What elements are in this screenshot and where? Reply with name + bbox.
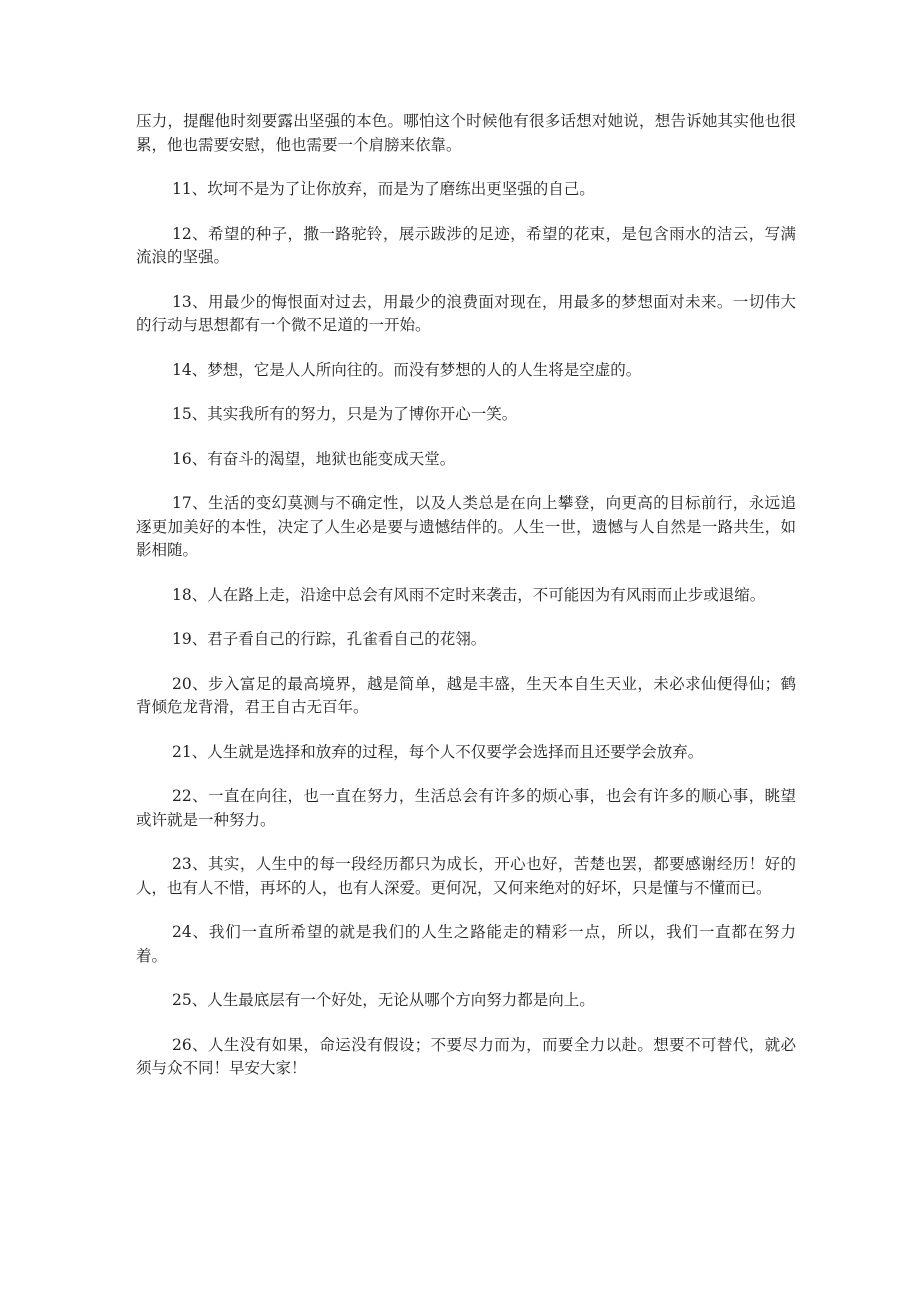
paragraph-continued: 压力，提醒他时刻要露出坚强的本色。哪怕这个时候他有很多话想对她说，想告诉她其实他也很累，他也需要安慰，他也需要一个肩膀来依靠。 [136,112,796,154]
paragraph-12: 12、希望的种子，撒一路驼铃，展示跋涉的足迹，希望的花束，是包含雨水的洁云，写满流浪的坚强。 [136,224,796,266]
document-body [136,110,796,1102]
paragraph-22: 22、一直在向往，也一直在努力，生活总会有许多的烦心事，也会有许多的顺心事，眺望或许就是一种努力。 [136,787,796,829]
paragraph-21: 21、人生就是选择和放弃的过程，每个人不仅要学会选择而且还要学会放弃。 [172,742,704,761]
paragraph-25: 25、人生最底层有一个好处，无论从哪个方向努力都是向上。 [172,991,595,1009]
paragraph-23: 23、其实，人生中的每一段经历都只为成长，开心也好，苦楚也罢，都要感谢经历！好的人，也有人不惜，再坏的人，也有人深爱。更何况，又何来绝对的好坏，只是懂与不懂而已。 [136,855,796,897]
paragraph-11: 11、坎坷不是为了让你放弃，而是为了磨练出更坚强的自己。 [172,180,595,198]
paragraph-26: 26、人生没有如果，命运没有假设；不要尽力而为，而要全力以赴。想要不可替代，就必须与众不同！早安大家！ [136,1035,796,1077]
paragraph-17: 17、生活的变幻莫测与不确定性，以及人类总是在向上攀登，向更高的目标前行，永远追逐更加美好的本性，决定了人生必是要与遗憾结伴的。人生一世，遗憾与人自然是一路共生，如影相随。 [136,494,796,559]
paragraph-19: 19、君子看自己的行踪，孔雀看自己的花翎。 [172,630,487,648]
paragraph-13: 13、用最少的悔恨面对过去，用最少的浪费面对现在，用最多的梦想面对未来。一切伟大的行动与思想都有一个微不足道的一开始。 [136,292,796,334]
paragraph-14: 14、梦想，它是人人所向往的。而没有梦想的人的人生将是空虚的。 [172,360,642,379]
paragraph-20: 20、步入富足的最高境界，越是简单，越是丰盛，生天本自生天业，未必求仙便得仙；鹤背倾危龙背滑，君王自古无百年。 [136,674,796,716]
paragraph-24: 24、我们一直所希望的就是我们的人生之路能走的精彩一点，所以，我们一直都在努力着。 [136,923,796,965]
paragraph-18: 18、人在路上走，沿途中总会有风雨不定时来袭击，不可能因为有风雨而止步或退缩。 [172,585,766,604]
paragraph-15: 15、其实我所有的努力，只是为了博你开心一笑。 [172,405,518,423]
paragraph-16: 16、有奋斗的渴望，地狱也能变成天堂。 [172,449,456,468]
